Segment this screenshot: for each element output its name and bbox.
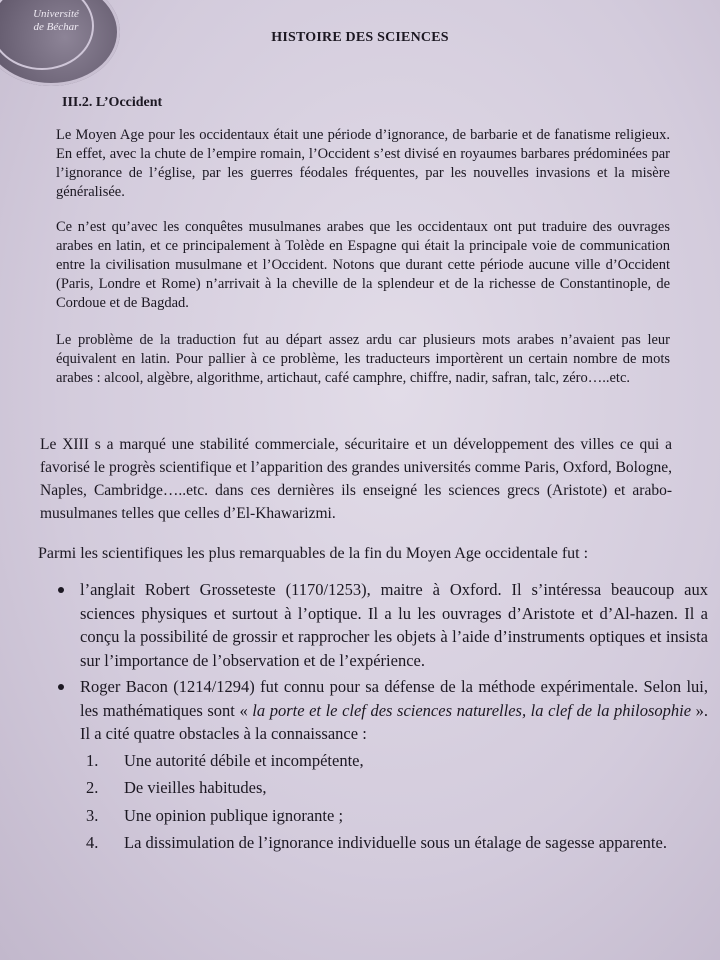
scientists-list (40, 578, 708, 859)
logo-line-1: Université (33, 8, 79, 20)
bullet-icon (58, 587, 64, 593)
obstacle-text: De vieilles habitudes, (124, 778, 267, 797)
paragraph-conquetes: Ce n’est qu’avec les conquêtes musulmanes arabes que les occidentaux ont put traduire des ouvrages arabes en latin, et ce principalement à Tolède en Espagne qui était la principale voie de communication entre la civilisation musulmane et l’Occident. Notons que durant cette période aucune ville d’Occident (Paris, Londre et Rome) n’arrivait à la cheville de la splendeur et de la richesse de Constantinople, de Cordoue et de Bagdad. (56, 219, 670, 311)
obstacle-item (86, 831, 708, 855)
page-title: HISTOIRE DES SCIENCES (271, 30, 449, 45)
bacon-text-after: ». Il a cité quatre obstacles à la connaissance : (80, 700, 708, 743)
scientists-intro: Parmi les scientifiques les plus remarquables de la fin du Moyen Age occidentale fut : (38, 545, 589, 562)
list-item-grosseteste (40, 578, 708, 672)
section-title: III.2. L’Occident (62, 95, 163, 110)
obstacle-number: 3. (86, 805, 99, 825)
obstacle-number: 4. (86, 833, 99, 852)
obstacle-text: La dissimulation de l’ignorance individuelle sous un étalage de sagesse apparente. (124, 833, 667, 852)
paragraph-xiii-siecle: Le XIII s a marqué une stabilité commerciale, sécuritaire et un développement des villes ce qui a favorisé le progrès scientifique et l’apparition des grandes universités comme Paris, Oxford, Bologne, Naples, Cambridge…..etc. dans ces dernières ils enseigné les sciences grecs (Aristote) et arabo-musulmanes telles que celles d’El-Khawarizmi. (40, 436, 672, 522)
paragraph-moyen-age: Le Moyen Age pour les occidentaux était une période d’ignorance, de barbarie et de fanatisme religieux. En effet, avec la chute de l’empire romain, l’Occident s’est divisé en royaumes barbares prédominées par l’ignorance de l’église, par les guerres féodales fréquentes, par les nouvelles invasions et la misère généralisée. (56, 127, 670, 200)
logo-line-2: de Béchar (33, 21, 79, 33)
grosseteste-text: l’anglait Robert Grosseteste (1170/1253), maitre à Oxford. Il s’intéressa beaucoup aux sciences physiques et surtout à l’optique. Il a lu les ouvrages d’Aristote et d’Al-hazen. Il a conçu la possibilité de grossir et rapprocher les objets à l’aide d’instruments optiques et insista sur l’importance de l’observation et de l’expérience. (80, 580, 708, 670)
bacon-text-before: Roger Bacon (1214/1294) fut connu pour sa défense de la méthode expérimentale. Selon lui, les mathématiques sont « (80, 677, 708, 720)
obstacle-item (86, 804, 708, 828)
obstacle-number: 1. (86, 750, 99, 770)
list-item-bacon (40, 675, 708, 746)
obstacle-item (86, 749, 708, 773)
bullet-icon (58, 684, 64, 690)
obstacle-text: Une autorité débile et incompétente, (124, 750, 364, 770)
obstacle-item (86, 776, 708, 800)
obstacle-number: 2. (86, 778, 99, 797)
paragraph-traduction: Le problème de la traduction fut au départ assez ardu car plusieurs mots arabes n’avaient pas leur équivalent en latin. Pour pallier à ce problème, les traducteurs importèrent un certain nombre de mots arabes : alcool, algèbre, algorithme, artichaut, café camphre, chiffre, nadir, safran, talc, zéro…..etc. (56, 332, 670, 386)
obstacles-list (86, 749, 708, 855)
obstacle-text: Une opinion publique ignorante ; (124, 805, 344, 825)
bacon-quote: la porte et le clef des sciences naturelles, la clef de la philosophie (252, 700, 692, 720)
